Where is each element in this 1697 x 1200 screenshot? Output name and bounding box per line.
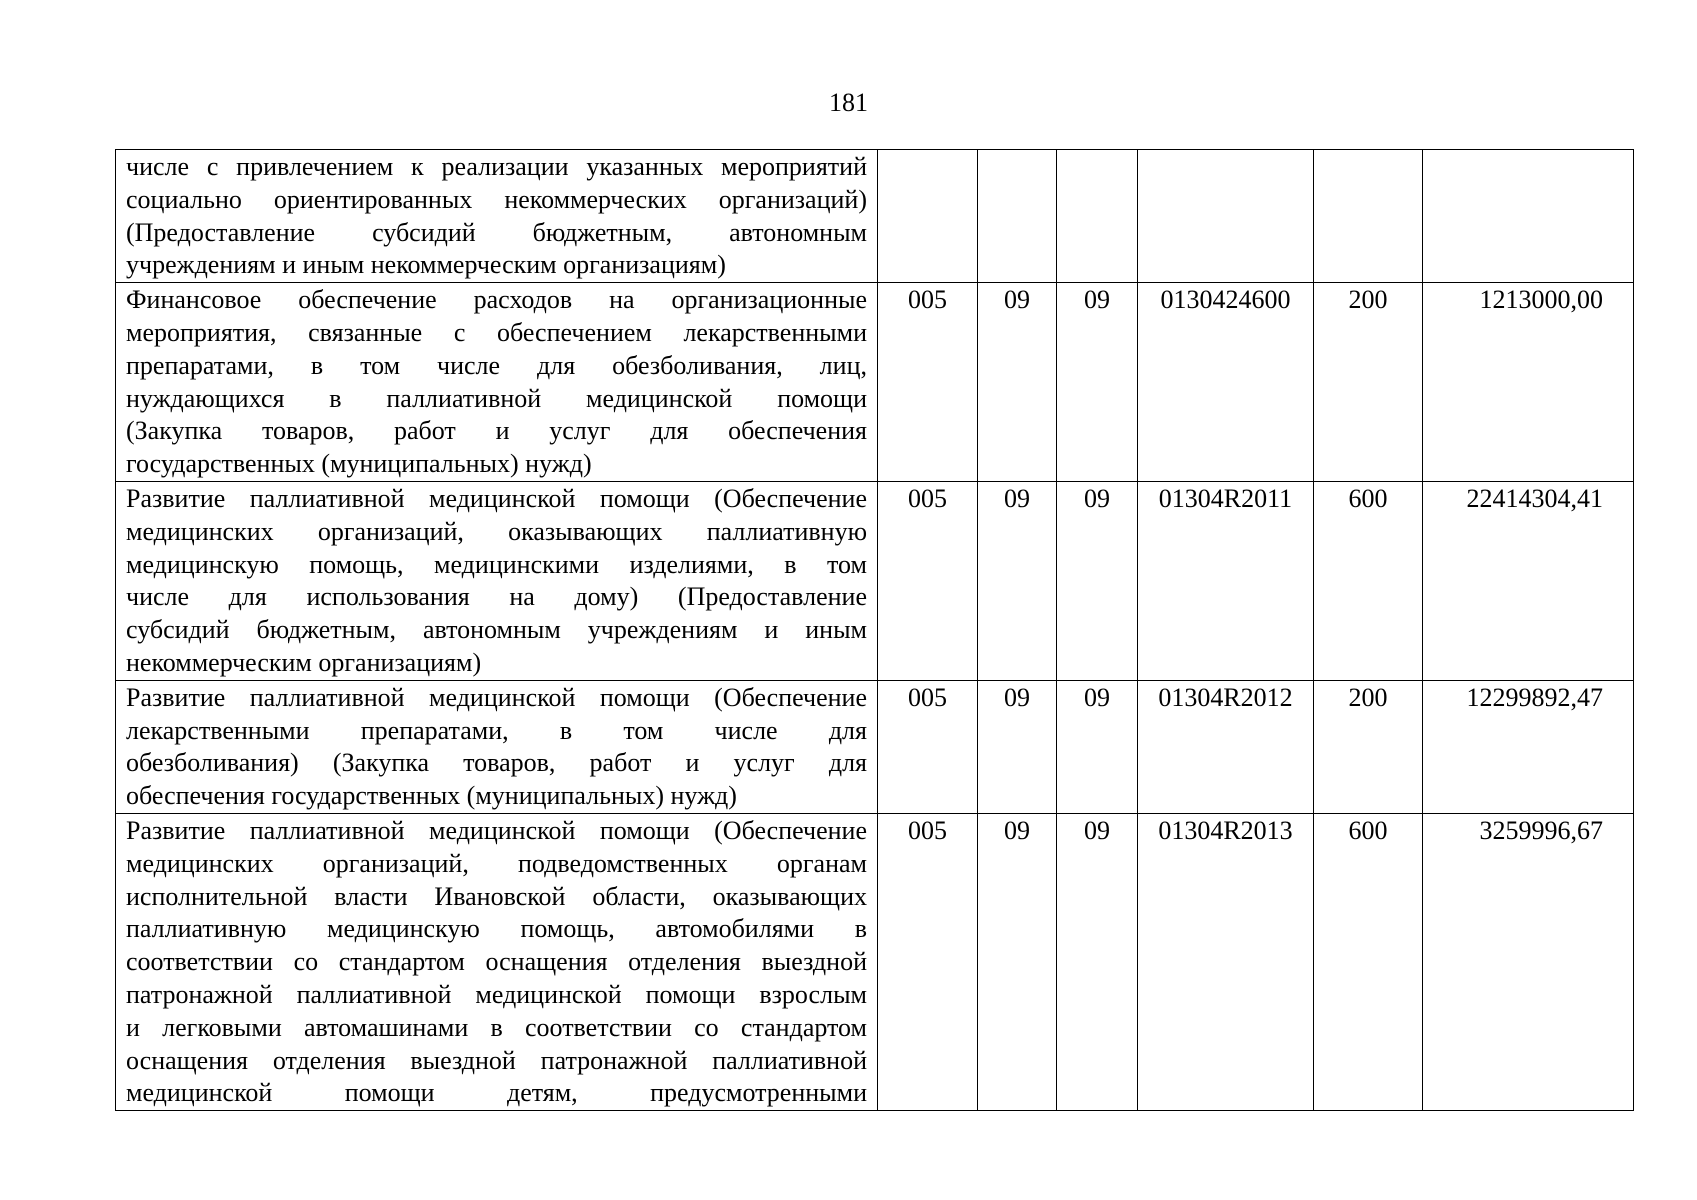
description-line: числе для использования на дому) (Предоставление xyxy=(126,582,867,612)
budget-allocation-table xyxy=(115,149,1634,1111)
ministry-code: 005 xyxy=(878,813,978,1110)
description-line: учреждениям и иным некоммерческим организациям) xyxy=(126,250,726,280)
subsection-code xyxy=(1057,150,1138,283)
description-line: патронажной паллиативной медицинской помощи взрослым xyxy=(126,979,867,1009)
section-code: 09 xyxy=(978,481,1057,680)
description-line: нуждающихся в паллиативной медицинской помощи xyxy=(126,383,867,413)
section-code xyxy=(978,150,1057,283)
section-code: 09 xyxy=(978,680,1057,813)
target-article-code xyxy=(1138,150,1314,283)
description-line: обеспечения государственных (муниципальных) нужд) xyxy=(126,781,737,811)
description-line: государственных (муниципальных) нужд) xyxy=(126,449,592,479)
target-article-code: 0130424600 xyxy=(1138,283,1314,482)
description-line: мероприятия, связанные с обеспечением лекарственными xyxy=(126,317,867,347)
description-line: Развитие паллиативной медицинской помощи (Обеспечение xyxy=(126,815,867,845)
ministry-code xyxy=(878,150,978,283)
description-line: социально ориентированных некоммерческих организаций) xyxy=(126,184,867,214)
ministry-code: 005 xyxy=(878,680,978,813)
section-code: 09 xyxy=(978,283,1057,482)
description-line: препаратами, в том числе для обезболивания, лиц, xyxy=(126,350,867,380)
description-line: лекарственными препаратами, в том числе для xyxy=(126,715,867,745)
description-line: медицинских организаций, оказывающих паллиативную xyxy=(126,516,867,546)
table-row xyxy=(116,150,1634,283)
ministry-code: 005 xyxy=(878,481,978,680)
description-line: субсидий бюджетным, автономным учреждениям и иным xyxy=(126,615,867,645)
description-line: Развитие паллиативной медицинской помощи (Обеспечение xyxy=(126,682,867,712)
expense-description xyxy=(116,680,878,813)
target-article-code: 01304R2011 xyxy=(1138,481,1314,680)
description-line: Развитие паллиативной медицинской помощи (Обеспечение xyxy=(126,483,867,513)
expense-type-code: 600 xyxy=(1314,481,1423,680)
expense-description xyxy=(116,813,878,1110)
description-line: обезболивания) (Закупка товаров, работ и услуг для xyxy=(126,748,867,778)
table-row xyxy=(116,680,1634,813)
amount-value: 22414304,41 xyxy=(1423,481,1634,680)
target-article-code: 01304R2012 xyxy=(1138,680,1314,813)
description-line: оснащения отделения выездной патронажной паллиативной xyxy=(126,1045,867,1075)
description-line: и легковыми автомашинами в соответствии со стандартом xyxy=(126,1012,867,1042)
expense-description xyxy=(116,481,878,680)
subsection-code: 09 xyxy=(1057,680,1138,813)
description-line: соответствии со стандартом оснащения отделения выездной xyxy=(126,947,867,977)
description-line: числе с привлечением к реализации указанных мероприятий xyxy=(126,152,867,181)
expense-type-code: 200 xyxy=(1314,680,1423,813)
expense-type-code: 200 xyxy=(1314,283,1423,482)
subsection-code: 09 xyxy=(1057,283,1138,482)
expense-type-code xyxy=(1314,150,1423,283)
description-line: медицинской помощи детям, предусмотренными xyxy=(126,1078,867,1108)
subsection-code: 09 xyxy=(1057,813,1138,1110)
target-article-code: 01304R2013 xyxy=(1138,813,1314,1110)
description-line: паллиативную медицинскую помощь, автомобилями в xyxy=(126,914,867,944)
expense-type-code: 600 xyxy=(1314,813,1423,1110)
amount-value: 3259996,67 xyxy=(1423,813,1634,1110)
subsection-code: 09 xyxy=(1057,481,1138,680)
description-line: некоммерческим организациям) xyxy=(126,647,482,677)
table-row xyxy=(116,813,1634,1110)
description-line: исполнительной власти Ивановской области, оказывающих xyxy=(126,881,867,911)
amount-value xyxy=(1423,150,1634,283)
amount-value: 12299892,47 xyxy=(1423,680,1634,813)
ministry-code: 005 xyxy=(878,283,978,482)
description-line: Финансовое обеспечение расходов на организационные xyxy=(126,285,867,315)
description-line: (Закупка товаров, работ и услуг для обеспечения xyxy=(126,416,867,446)
description-line: медицинских организаций, подведомственных органам xyxy=(126,848,867,878)
table-row xyxy=(116,283,1634,482)
table-body xyxy=(116,150,1634,1111)
description-line: (Предоставление субсидий бюджетным, автономным xyxy=(126,217,867,247)
description-line: медицинскую помощь, медицинскими изделиями, в том xyxy=(126,549,867,579)
amount-value: 1213000,00 xyxy=(1423,283,1634,482)
table-row xyxy=(116,481,1634,680)
expense-description xyxy=(116,283,878,482)
page-number: 181 xyxy=(829,88,868,117)
expense-description xyxy=(116,150,878,283)
section-code: 09 xyxy=(978,813,1057,1110)
